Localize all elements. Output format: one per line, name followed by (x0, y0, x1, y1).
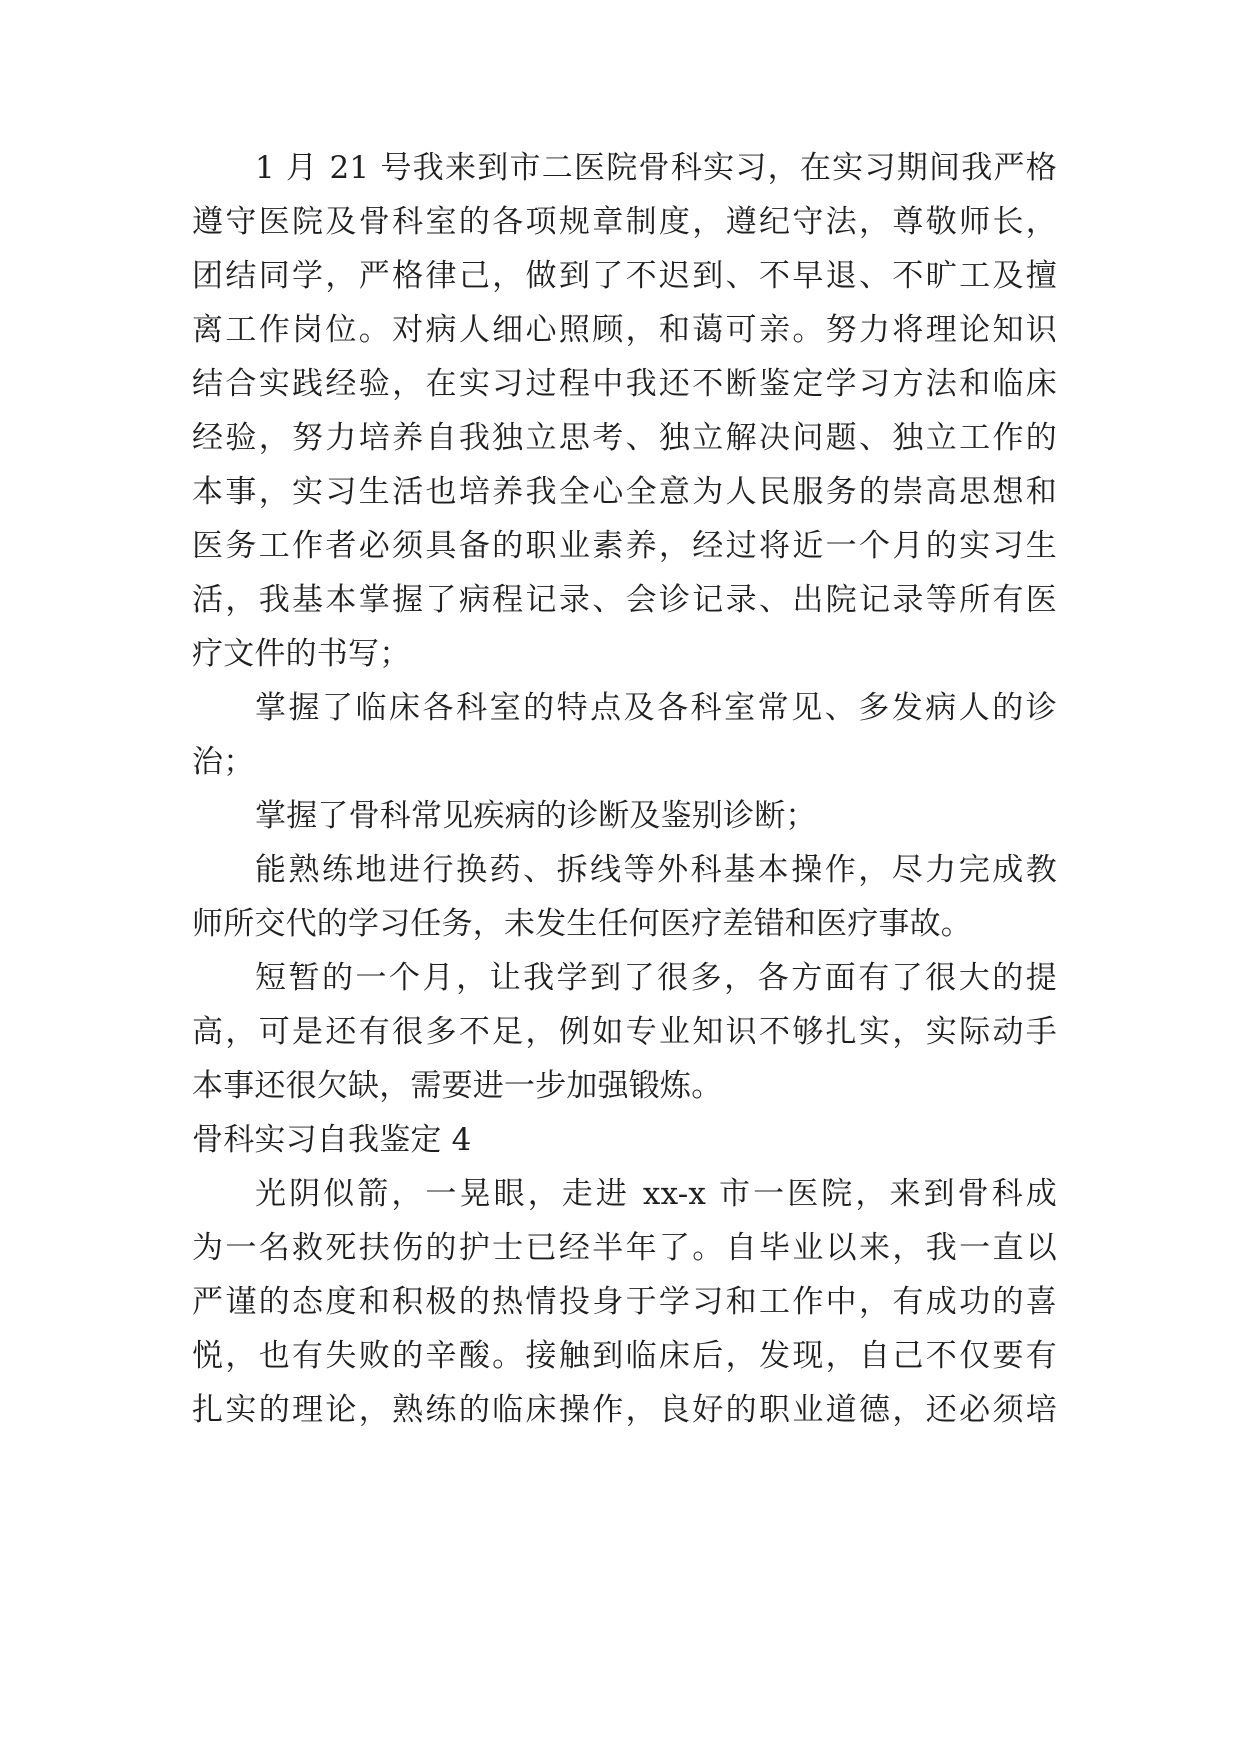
paragraph-1-line-5: 结合实践经验，在实习过程中我还不断鉴定学习方法和临床 (192, 366, 1057, 402)
paragraph-1-line-4: 离工作岗位。对病人细心照顾，和蔼可亲。努力将理论知识 (192, 312, 1057, 348)
paragraph-4-line-2: 师所交代的学习任务，未发生任何医疗差错和医疗事故。 (192, 906, 972, 942)
paragraph-6-line-2: 为一名救死扶伤的护士已经半年了。自毕业以来，我一直以 (192, 1230, 1057, 1266)
paragraph-5-line-1: 短暂的一个月，让我学到了很多，各方面有了很大的提 (255, 960, 1057, 996)
paragraph-1-line-8: 医务工作者必须具备的职业素养，经过将近一个月的实习生 (192, 528, 1057, 564)
paragraph-1-line-9: 活，我基本掌握了病程记录、会诊记录、出院记录等所有医 (192, 582, 1057, 618)
paragraph-6-line-1: 光阴似箭，一晃眼，走进 xx-x 市一医院，来到骨科成 (255, 1176, 1057, 1212)
paragraph-1-line-2: 遵守医院及骨科室的各项规章制度，遵纪守法，尊敬师长， (192, 204, 1057, 240)
paragraph-3-line-1: 掌握了骨科常见疾病的诊断及鉴别诊断； (255, 798, 817, 834)
paragraph-2-line-2: 治； (192, 744, 255, 780)
paragraph-5-line-2: 高，可是还有很多不足，例如专业知识不够扎实，实际动手 (192, 1014, 1057, 1050)
paragraph-6-line-3: 严谨的态度和积极的热情投身于学习和工作中，有成功的喜 (192, 1284, 1057, 1320)
paragraph-1-line-1: 1 月 21 号我来到市二医院骨科实习，在实习期间我严格 (255, 150, 1057, 186)
paragraph-4-line-1: 能熟练地进行换药、拆线等外科基本操作，尽力完成教 (255, 852, 1057, 888)
paragraph-1-line-3: 团结同学，严格律己，做到了不迟到、不早退、不旷工及擅 (192, 258, 1057, 294)
paragraph-6-line-5: 扎实的理论，熟练的临床操作，良好的职业道德，还必须培 (192, 1392, 1057, 1428)
paragraph-2-line-1: 掌握了临床各科室的特点及各科室常见、多发病人的诊 (255, 690, 1057, 726)
paragraph-1-line-6: 经验，努力培养自我独立思考、独立解决问题、独立工作的 (192, 420, 1057, 456)
paragraph-5-line-3: 本事还很欠缺，需要进一步加强锻炼。 (192, 1068, 723, 1104)
paragraph-6-line-4: 悦，也有失败的辛酸。接触到临床后，发现，自己不仅要有 (192, 1338, 1057, 1374)
section-heading: 骨科实习自我鉴定 4 (192, 1122, 472, 1158)
paragraph-1-line-7: 本事，实习生活也培养我全心全意为人民服务的崇高思想和 (192, 474, 1057, 510)
paragraph-1-line-10: 疗文件的书写； (192, 636, 411, 672)
